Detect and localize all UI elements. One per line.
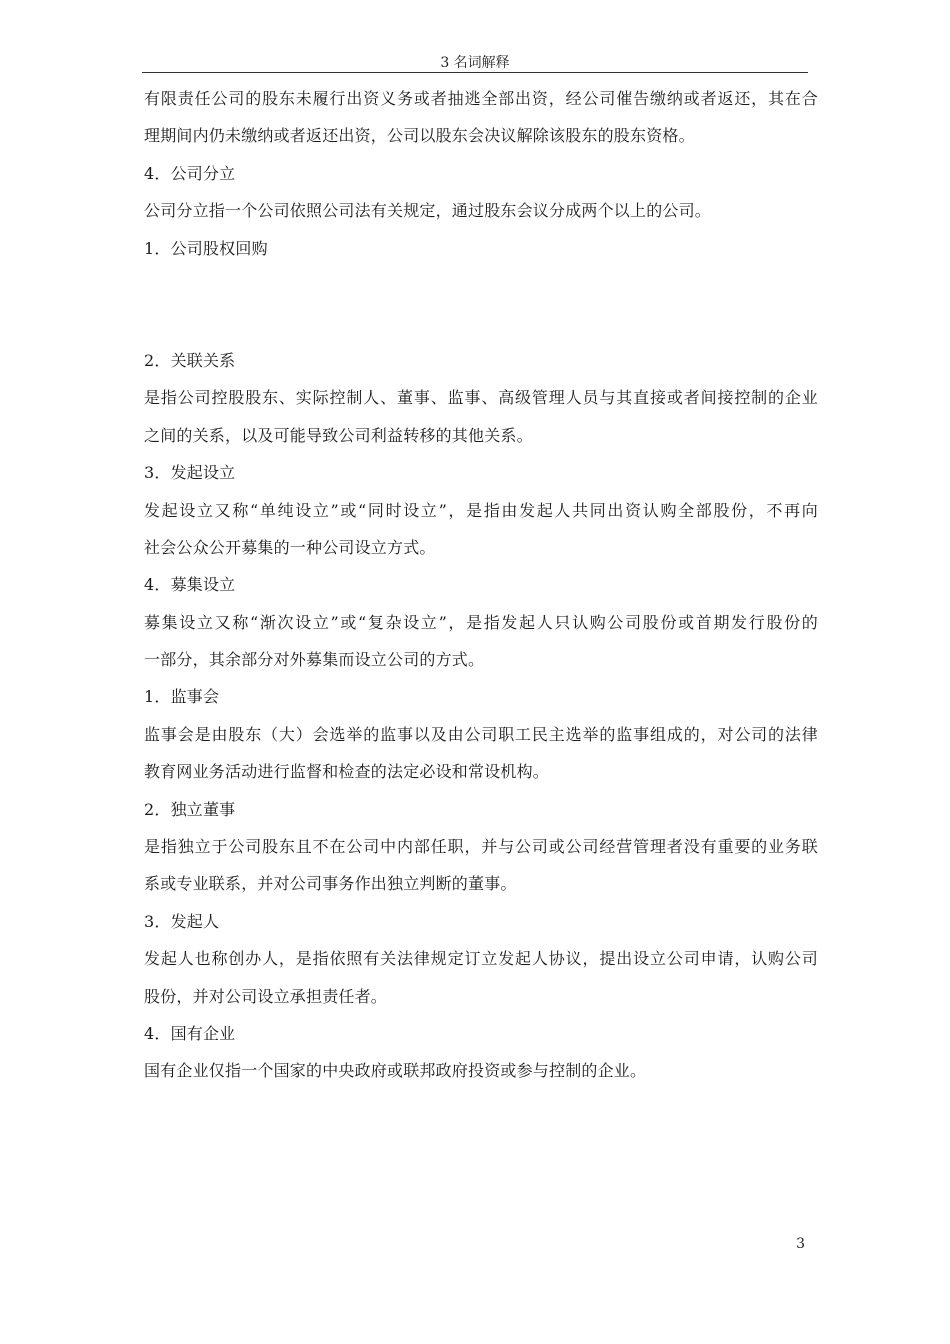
- term-heading-related-party: 2．关联关系: [144, 350, 236, 370]
- paragraph-line: 之间的关系，以及可能导致公司利益转移的其他关系。: [144, 425, 533, 445]
- paragraph-line: 教育网业务活动进行监督和检查的法定必设和常设机构。: [144, 762, 550, 782]
- paragraph-line: 有限责任公司的股东未履行出资义务或者抽逃全部出资，经公司催告缴纳或者返还，其在合: [144, 89, 818, 108]
- paragraph-line: 发起人也称创办人，是指依照有关法律规定订立发起人协议，提出设立公司申请，认购公司: [144, 949, 818, 969]
- page-number: 3: [796, 1236, 805, 1252]
- paragraph-line: 社会公众公开募集的一种公司设立方式。: [144, 537, 436, 557]
- term-heading-subscription-establishment: 4．募集设立: [144, 575, 236, 595]
- definition-state-owned-enterprise: 国有企业仅指一个国家的中央政府或联邦政府投资或参与控制的企业。: [144, 1061, 647, 1081]
- term-heading-supervisory-board: 1．监事会: [144, 687, 220, 707]
- paragraph-line: 一部分，其余部分对外募集而设立公司的方式。: [144, 650, 485, 670]
- term-heading-promoter: 3．发起人: [144, 911, 220, 931]
- paragraph-line: 发起设立又称“单纯设立”或“同时设立”，是指由发起人共同出资认购全部股份，不再向: [144, 500, 818, 520]
- term-heading-independent-director: 2．独立董事: [144, 799, 236, 819]
- term-heading-equity-buyback: 1．公司股权回购: [144, 238, 268, 258]
- paragraph-line: 是指独立于公司股东且不在公司中内部任职，并与公司或公司经营管理者没有重要的业务联: [144, 837, 818, 857]
- paragraph-line: 股份，并对公司设立承担责任者。: [144, 986, 388, 1006]
- paragraph-line: 监事会是由股东（大）会选举的监事以及由公司职工民主选举的监事组成的，对公司的法律: [144, 724, 818, 744]
- term-heading-state-owned-enterprise: 4．国有企业: [144, 1023, 236, 1043]
- page-header-title: 3 名词解释: [440, 55, 510, 71]
- header-divider: [142, 72, 808, 73]
- paragraph-line: 是指公司控股股东、实际控制人、董事、监事、高级管理人员与其直接或者间接控制的企业: [144, 388, 818, 408]
- term-heading-company-split: 4．公司分立: [144, 163, 236, 183]
- term-heading-promoter-establishment: 3．发起设立: [144, 463, 236, 483]
- document-body: [144, 80, 818, 1090]
- definition-company-split: 公司分立指一个公司依照公司法有关规定，通过股东会议分成两个以上的公司。: [144, 201, 712, 221]
- blank-space: [144, 267, 818, 342]
- paragraph-line: 系或专业联系，并对公司事务作出独立判断的董事。: [144, 874, 517, 894]
- paragraph-line: 理期间内仍未缴纳或者返还出资，公司以股东会决议解除该股东的股东资格。: [144, 126, 695, 146]
- paragraph-line: 募集设立又称“渐次设立”或“复杂设立”，是指发起人只认购公司股份或首期发行股份的: [144, 612, 818, 632]
